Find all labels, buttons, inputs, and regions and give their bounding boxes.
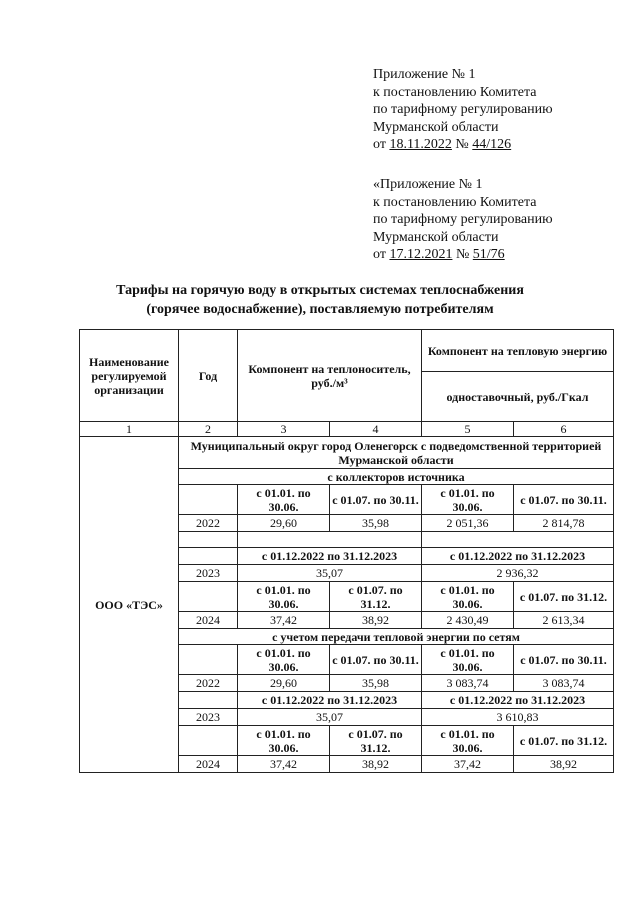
document-title [0,281,640,319]
value-cell: 2 051,36 [422,515,514,532]
period-cell: с 01.12.2022 по 31.12.2023 [238,548,422,565]
period-cell: с 01.01. по 30.06. [238,582,330,612]
value-cell: 3 610,83 [422,709,614,726]
appendix-line: по тарифному регулированию [373,102,553,117]
period-cell: с 01.01. по 30.06. [422,582,514,612]
empty-cell [179,548,238,565]
period-cell: с 01.07. по 30.11. [330,645,422,675]
value-cell: 29,60 [238,675,330,692]
date-prefix: от [373,247,390,262]
period-cell: с 01.07. по 31.12. [514,582,614,612]
value-cell: 35,07 [238,565,422,582]
appendix-line: по тарифному регулированию [373,212,553,227]
period-cell: с 01.01. по 30.06. [422,726,514,756]
empty-cell [422,532,614,548]
column-number: 1 [80,422,179,437]
appendix-line: к постановлению Комитета [373,194,537,210]
value-cell: 3 083,74 [422,675,514,692]
period-cell: с 01.01. по 30.06. [422,645,514,675]
appendix-line: Приложение № 1 [373,67,476,82]
column-number: 3 [238,422,330,437]
appendix-date-line [373,246,553,264]
period-cell: с 01.07. по 30.11. [514,645,614,675]
value-cell: 29,60 [238,515,330,532]
resolution-number: 44/126 [472,137,512,152]
header-org: Наименование регулируемой организации [80,330,179,422]
period-cell: с 01.12.2022 по 31.12.2023 [422,692,614,709]
period-cell: с 01.07. по 30.11. [514,485,614,515]
header-energy-component: Компонент на тепловую энергию [422,330,614,372]
appendix-line: к постановлению Комитета [373,84,537,100]
period-cell: с 01.01. по 30.06. [238,645,330,675]
empty-cell [179,645,238,675]
column-number: 2 [179,422,238,437]
value-cell: 37,42 [238,612,330,629]
resolution-date: 18.11.2022 [389,137,452,152]
value-cell: 37,42 [422,756,514,773]
number-prefix: № [452,247,473,262]
year-cell: 2022 [179,515,238,532]
appendix-line: Мурманской области [373,229,499,245]
period-cell: с 01.12.2022 по 31.12.2023 [238,692,422,709]
period-cell: с 01.01. по 30.06. [238,485,330,515]
period-cell: с 01.01. по 30.06. [422,485,514,515]
year-cell: 2024 [179,612,238,629]
number-prefix: № [451,137,473,152]
empty-cell [179,532,238,548]
value-cell: 2 936,32 [422,565,614,582]
value-cell: 2 814,78 [514,515,614,532]
appendix-date-line [373,136,553,154]
value-cell: 38,92 [514,756,614,773]
value-cell: 2 613,34 [514,612,614,629]
header-single-rate: одноставочный, руб./Гкал [422,372,614,422]
year-cell: 2023 [179,709,238,726]
value-cell: 3 083,74 [514,675,614,692]
value-cell: 2 430,49 [422,612,514,629]
column-number: 4 [330,422,422,437]
organization-name: ООО «ТЭС» [80,437,179,773]
period-cell: с 01.07. по 31.12. [330,582,422,612]
period-cell: с 01.12.2022 по 31.12.2023 [422,548,614,565]
value-cell: 35,07 [238,709,422,726]
appendix-block-current [373,66,553,154]
value-cell: 35,98 [330,675,422,692]
table-row [80,437,614,469]
period-cell: с 01.07. по 31.12. [514,726,614,756]
year-cell: 2023 [179,565,238,582]
section-title: с коллекторов источника [179,469,614,485]
year-cell: 2022 [179,675,238,692]
empty-cell [238,532,422,548]
header-year: Год [179,330,238,422]
resolution-number: 51/76 [472,247,505,262]
appendix-block-original [373,176,553,264]
value-cell: 38,92 [330,756,422,773]
value-cell: 37,42 [238,756,330,773]
title-line: (горячее водоснабжение), поставляемую потребителям [146,302,494,317]
period-cell: с 01.01. по 30.06. [238,726,330,756]
header-carrier-component: Компонент на теплоноситель, руб./м³ [238,330,422,422]
section-title: с учетом передачи тепловой энергии по сетям [179,629,614,645]
municipality-name: Муниципальный округ город Оленегорск с подведомственной территорией Мурманской области [179,437,614,469]
appendix-line: Мурманской области [373,119,499,135]
column-number: 5 [422,422,514,437]
value-cell: 38,92 [330,612,422,629]
period-cell: с 01.07. по 30.11. [330,485,422,515]
title-line: Тарифы на горячую воду в открытых системах теплоснабжения [116,283,524,298]
column-number: 6 [514,422,614,437]
appendix-line: «Приложение № 1 [373,177,483,192]
header-row [80,330,614,372]
empty-cell [179,692,238,709]
empty-cell [179,485,238,515]
empty-cell [179,726,238,756]
tariff-table [79,329,614,773]
date-prefix: от [373,137,390,152]
empty-cell [179,582,238,612]
period-cell: с 01.07. по 31.12. [330,726,422,756]
value-cell: 35,98 [330,515,422,532]
year-cell: 2024 [179,756,238,773]
resolution-date: 17.12.2021 [389,247,453,262]
column-number-row [80,422,614,437]
